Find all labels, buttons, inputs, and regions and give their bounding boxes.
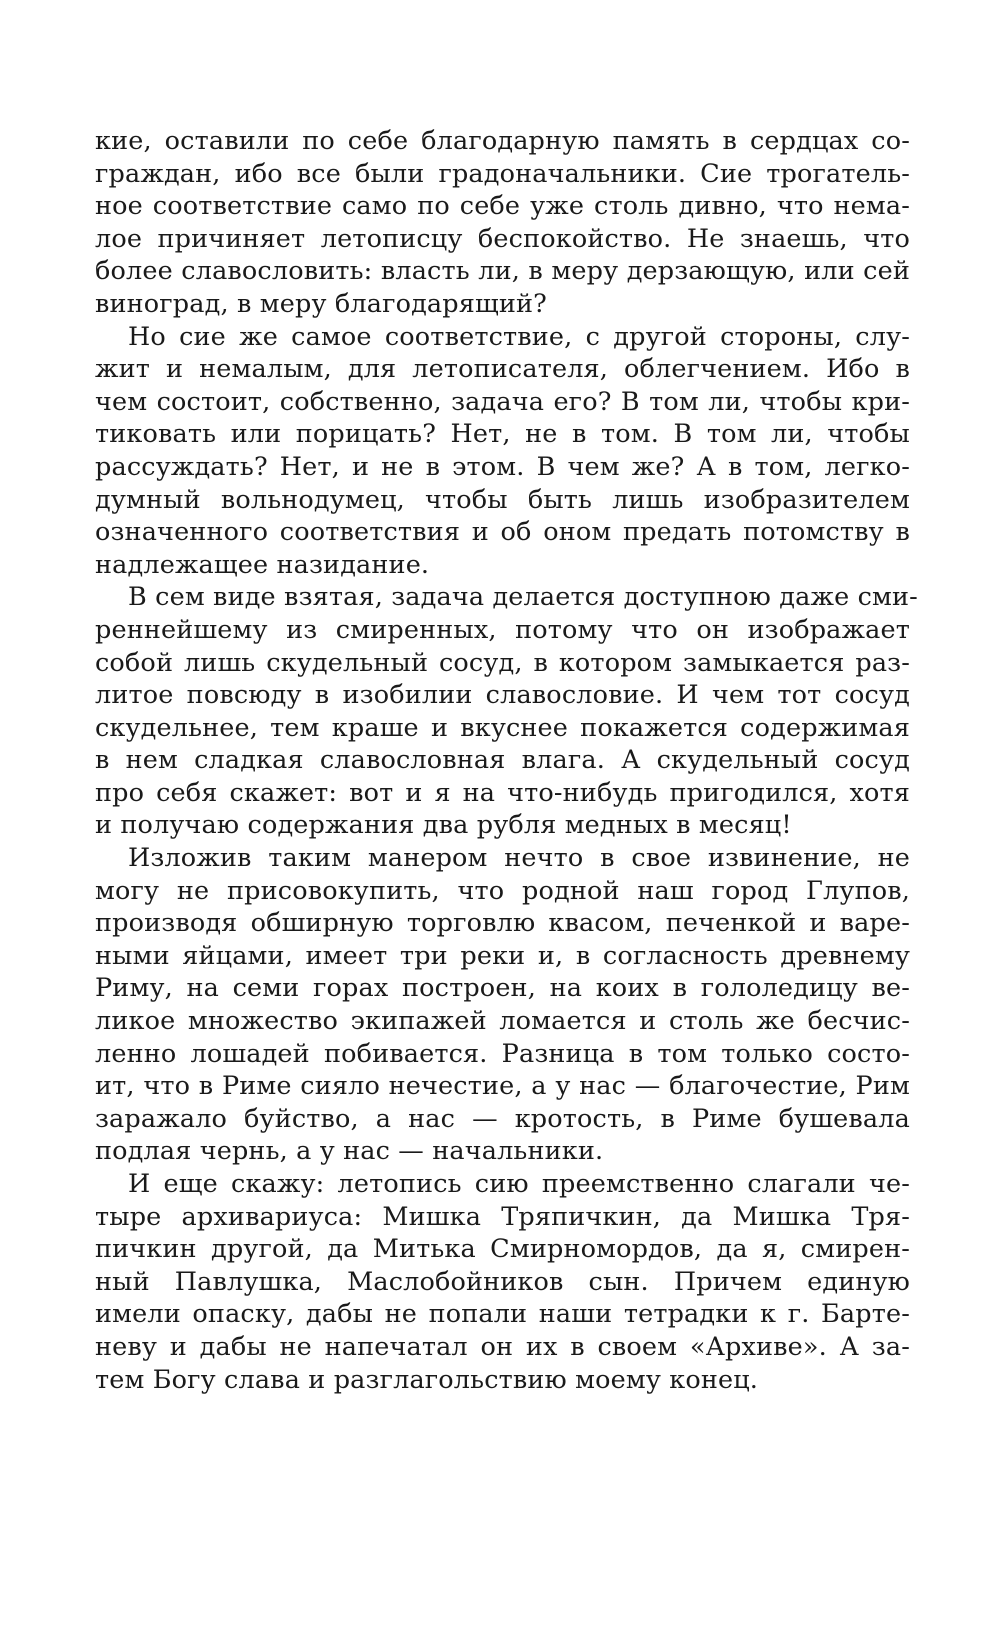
text-line: заражало буйство, а нас — кротость, в Риме бушевала bbox=[95, 1103, 910, 1134]
text-line: лое причиняет летописцу беспокойство. Не знаешь, что bbox=[95, 223, 910, 254]
text-line: реннейшему из смиренных, потому что он изображает bbox=[95, 614, 910, 645]
text-line: Но сие же самое соответствие, с другой стороны, слу- bbox=[128, 321, 910, 352]
text-line: и получаю содержания два рубля медных в месяц! bbox=[95, 810, 792, 841]
text-line: ликое множество экипажей ломается и столь же бесчис- bbox=[95, 1006, 910, 1037]
paragraph-3 bbox=[95, 581, 918, 842]
text-line: думный вольнодумец, чтобы быть лишь изобразителем bbox=[95, 484, 910, 515]
text-line: литое повсюду в изобилии славословие. И чем тот сосуд bbox=[95, 680, 910, 711]
text-line: Изложив таким манером нечто в свое извинение, не bbox=[128, 843, 910, 874]
paragraph-2 bbox=[95, 321, 910, 582]
text-line: Риму, на семи горах построен, на коих в гололедицу ве- bbox=[95, 973, 910, 1004]
page-text bbox=[95, 125, 918, 1396]
text-line: означенного соответствия и об оном предать потомству в bbox=[95, 517, 910, 548]
text-line: могу не присовокупить, что родной наш город Глупов, bbox=[95, 875, 910, 906]
text-line: тыре архивариуса: Мишка Тряпичкин, да Мишка Тря- bbox=[95, 1201, 910, 1232]
text-line: ный Павлушка, Маслобойников сын. Причем единую bbox=[95, 1266, 910, 1297]
text-line: про себя скажет: вот и я на что-нибудь пригодился, хотя bbox=[95, 777, 910, 808]
text-line: собой лишь скудельный сосуд, в котором замыкается раз- bbox=[95, 647, 910, 678]
text-line: производя обширную торговлю квасом, печенкой и варе- bbox=[95, 908, 910, 939]
text-line: более славословить: власть ли, в меру дерзающую, или сей bbox=[95, 256, 910, 287]
paragraph-5 bbox=[95, 1168, 910, 1396]
text-line: кие, оставили по себе благодарную память в сердцах со- bbox=[95, 126, 910, 156]
text-line: граждан, ибо все были градоначальники. Сие трогатель- bbox=[95, 158, 910, 189]
text-line: неву и дабы не напечатал он их в своем «Архиве». А за- bbox=[95, 1331, 910, 1362]
text-line: В сем виде взятая, задача делается доступною даже сми- bbox=[128, 582, 918, 613]
text-line: пичкин другой, да Митька Смирномордов, да я, смирен- bbox=[95, 1234, 910, 1265]
text-line: чем состоит, собственно, задача его? В том ли, чтобы кри- bbox=[95, 386, 910, 417]
text-line: виноград, в меру благодарящий? bbox=[95, 288, 547, 319]
text-line: ными яйцами, имеет три реки и, в согласность древнему bbox=[95, 940, 910, 971]
text-line: И еще скажу: летопись сию преемственно слагали че- bbox=[128, 1169, 910, 1199]
text-line: подлая чернь, а у нас — начальники. bbox=[95, 1136, 604, 1167]
text-line: ит, что в Риме сияло нечестие, а у нас — благочестие, Рим bbox=[95, 1071, 910, 1102]
text-line: тиковать или порицать? Нет, не в том. В том ли, чтобы bbox=[95, 419, 910, 450]
paragraph-1 bbox=[95, 125, 910, 321]
text-line: скудельнее, тем краше и вкуснее покажется содержимая bbox=[95, 712, 910, 743]
text-line: ное соответствие само по себе уже столь дивно, что нема- bbox=[95, 191, 910, 222]
text-line: ленно лошадей побивается. Разница в том только состо- bbox=[95, 1038, 910, 1069]
paragraph-4 bbox=[95, 842, 910, 1168]
text-line: жит и немалым, для летописателя, облегчением. Ибо в bbox=[95, 354, 910, 385]
text-line: тем Богу слава и разглагольствию моему конец. bbox=[95, 1364, 759, 1395]
text-line: надлежащее назидание. bbox=[95, 549, 430, 580]
text-line: в нем сладкая славословная влага. А скудельный сосуд bbox=[95, 745, 910, 776]
text-line: рассуждать? Нет, и не в этом. В чем же? А в том, легко- bbox=[95, 451, 910, 482]
text-line: имели опаску, дабы не попали наши тетрадки к г. Барте- bbox=[95, 1299, 910, 1330]
